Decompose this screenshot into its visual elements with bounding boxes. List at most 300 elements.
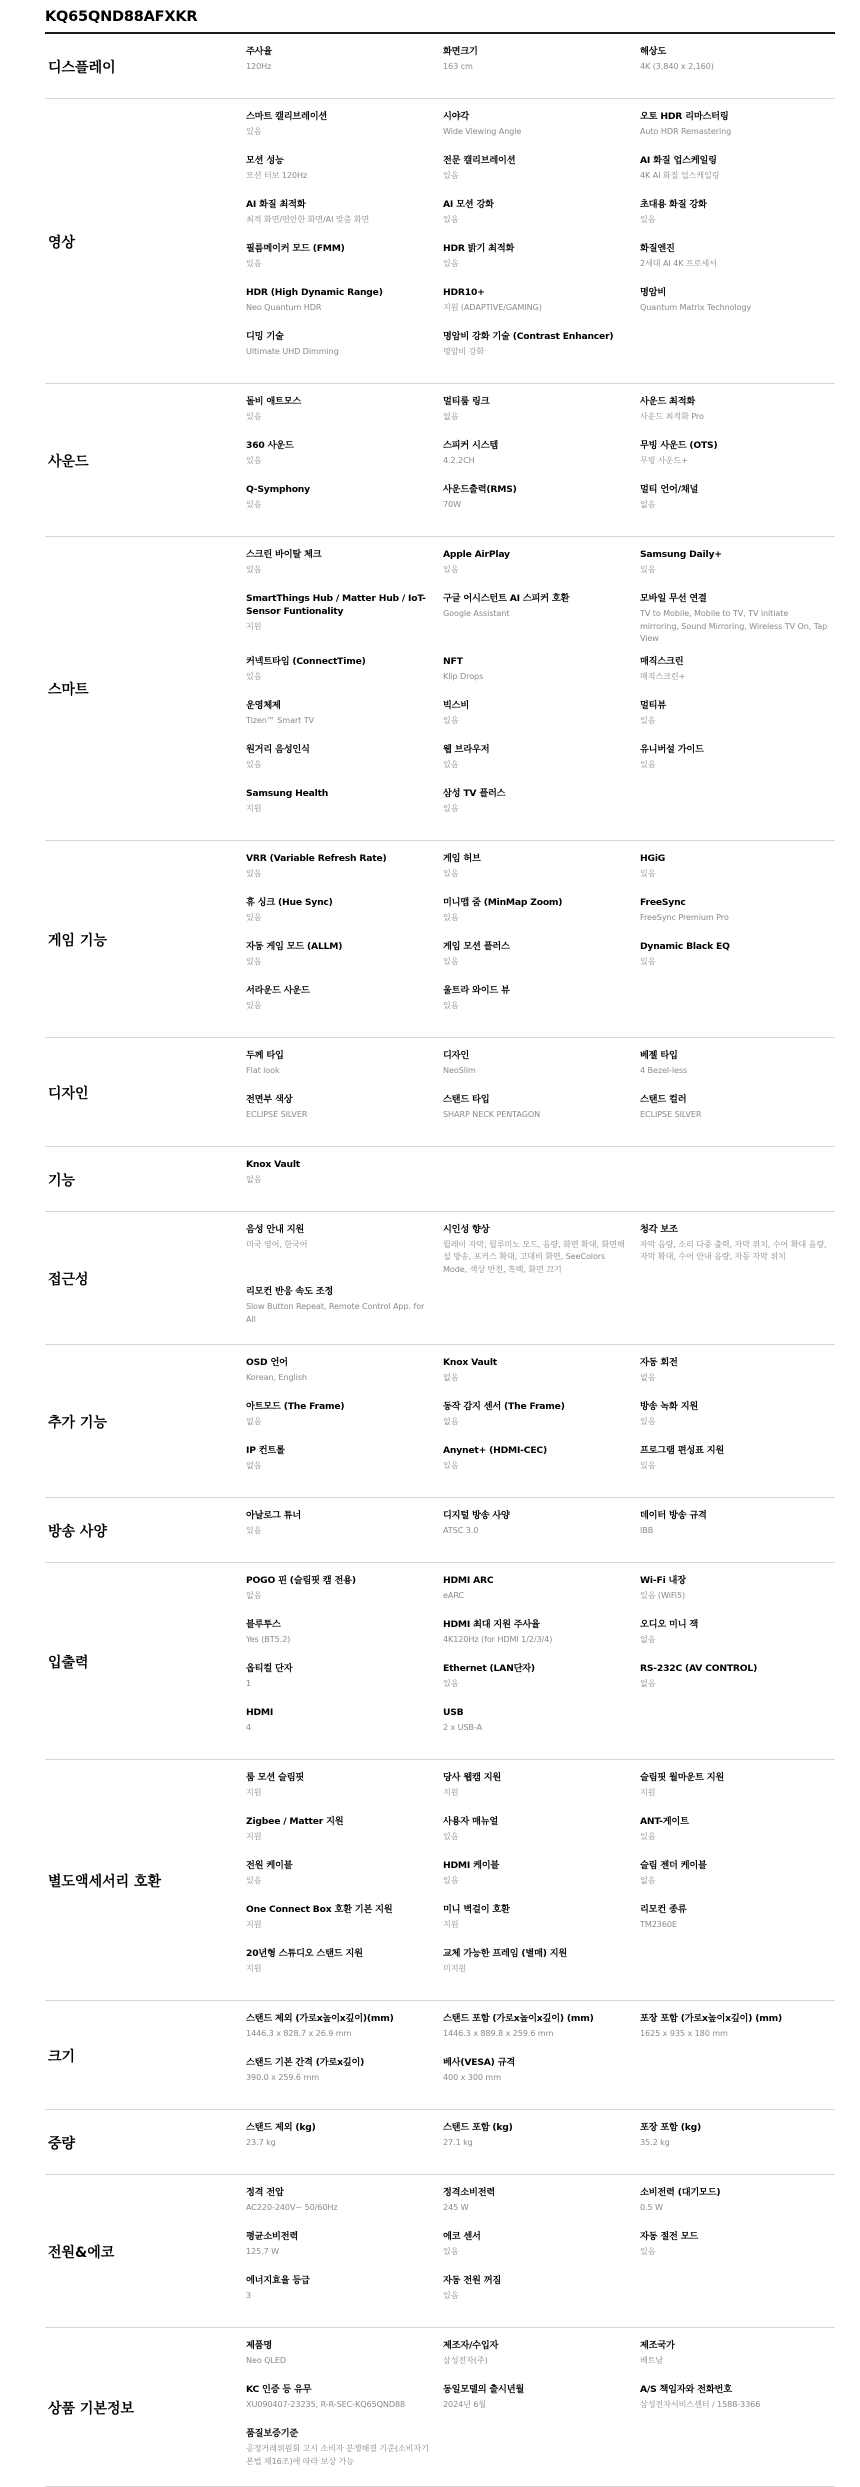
spec-value: SHARP NECK PENTAGON: [443, 1108, 541, 1119]
spec-item: [443, 1509, 640, 1553]
spec-item: [443, 655, 640, 699]
spec-label: 전문 캘리브레이션: [443, 155, 516, 166]
spec-label: 360 사운드: [246, 440, 294, 451]
spec-value: 있음: [640, 564, 656, 574]
spec-label: 게임 허브: [443, 852, 481, 864]
spec-item: [640, 984, 838, 1028]
spec-item: [246, 1509, 443, 1553]
spec-item: [246, 2339, 443, 2383]
spec-label: 제조자/수입자: [443, 2340, 499, 2351]
spec-label: 빅스비: [443, 699, 470, 711]
spec-label: 전원 케이블: [246, 1860, 293, 1871]
spec-item: [443, 1706, 640, 1750]
spec-label: 두께 타입: [246, 1049, 284, 1061]
spec-value: 지원: [246, 1919, 262, 1929]
spec-label: ANT-게이트: [640, 1816, 689, 1827]
spec-label: Dynamic Black EQ: [640, 940, 730, 952]
spec-value: 있음: [443, 1460, 459, 1470]
spec-item: [246, 1815, 443, 1859]
spec-label: Ethernet (LAN단자): [443, 1663, 535, 1674]
spec-value: 없음: [246, 1416, 262, 1426]
spec-value: 있음: [443, 258, 459, 268]
spec-label: SmartThings Hub / Matter Hub / IoT-Sensor Funtionality: [246, 593, 426, 617]
spec-item: [640, 1706, 838, 1750]
spec-value: 있음: [246, 258, 262, 268]
spec-item: [640, 787, 838, 831]
spec-value: 120Hz: [246, 61, 272, 71]
spec-value: 있음: [443, 564, 459, 574]
spec-value: Tizen™ Smart TV: [246, 714, 315, 725]
spec-value: 400 x 300 mm: [443, 2072, 501, 2082]
spec-value: 명암비 강화: [443, 346, 485, 356]
spec-item: [640, 655, 838, 699]
spec-item: [443, 1444, 640, 1488]
spec-item: [443, 1093, 640, 1137]
spec-section: [45, 1212, 835, 1346]
spec-label: Samsung Health: [246, 787, 329, 799]
spec-item: [640, 110, 838, 154]
spec-label: IP 컨트롤: [246, 1445, 285, 1456]
spec-label: 데이터 방송 규격: [640, 1510, 707, 1521]
spec-value: Ultimate UHD Dimming: [246, 346, 339, 356]
spec-item: [443, 699, 640, 743]
spec-label: 에코 센서: [443, 2231, 481, 2242]
spec-value: FreeSync Premium Pro: [640, 911, 729, 922]
spec-label: NFT: [443, 655, 463, 667]
spec-item: [246, 1947, 443, 1991]
spec-value: 지원: [443, 1787, 459, 1797]
spec-label: 제품명: [246, 2340, 273, 2351]
spec-item: [640, 2427, 838, 2477]
spec-value: 125.7 W: [246, 2246, 280, 2256]
spec-value: 있음: [246, 1875, 262, 1885]
spec-value: Yes (BT5.2): [246, 1634, 291, 1644]
spec-item: [443, 548, 640, 592]
spec-value: ECLIPSE SILVER: [246, 1108, 308, 1119]
spec-label: 정격소비전력: [443, 2187, 496, 2198]
spec-item: [443, 940, 640, 984]
spec-value: 있음: [640, 2246, 656, 2256]
spec-label: 게임 모션 플러스: [443, 940, 510, 952]
spec-value: 있음: [246, 1525, 262, 1535]
spec-label: Q-Symphony: [246, 484, 310, 495]
spec-item: [443, 2427, 640, 2477]
spec-label: 스마트 캘리브레이션: [246, 111, 328, 122]
spec-label: 옵티컬 단자: [246, 1663, 293, 1674]
spec-value: 있음: [640, 867, 656, 878]
spec-value: Quantum Matrix Technology: [640, 302, 752, 312]
spec-value: 삼성전자(주): [443, 2355, 488, 2365]
spec-item: [640, 154, 838, 198]
spec-label: Apple AirPlay: [443, 549, 510, 560]
spec-value: 없음: [443, 1372, 459, 1382]
spec-item: [246, 286, 443, 330]
spec-item: [443, 483, 640, 527]
spec-label: 당사 웹캠 지원: [443, 1772, 502, 1783]
spec-label: 자동 전원 꺼짐: [443, 2275, 502, 2286]
spec-section: [45, 2001, 835, 2110]
spec-label: 디밍 기술: [246, 331, 284, 342]
spec-item: [640, 2012, 838, 2056]
spec-grid: [246, 2339, 838, 2477]
spec-item: [246, 1706, 443, 1750]
spec-label: Samsung Daily+: [640, 549, 722, 560]
spec-item: [640, 1618, 838, 1662]
spec-label: 시야각: [443, 111, 470, 122]
spec-item: [246, 743, 443, 787]
spec-label: 교체 가능한 프레임 (별매) 지원: [443, 1948, 568, 1959]
spec-label: 삼성 TV 플러스: [443, 787, 506, 799]
spec-label: 음성 안내 지원: [246, 1223, 305, 1235]
spec-grid: [246, 1771, 838, 1991]
spec-item: [443, 242, 640, 286]
spec-label: 아트모드 (The Frame): [246, 1401, 345, 1412]
spec-label: 서라운드 사운드: [246, 984, 310, 996]
spec-label: 베젤 타입: [640, 1049, 678, 1061]
spec-value: 있음: [443, 911, 459, 922]
spec-item: [246, 1356, 443, 1400]
spec-label: FreeSync: [640, 896, 686, 908]
spec-label: 전면부 색상: [246, 1093, 293, 1105]
spec-value: 163 cm: [443, 61, 473, 71]
spec-value: 공정거래위원회 고시 소비자 분쟁해결 기준(소비자기본법 제16조)에 따라 보상 가능: [246, 2443, 429, 2466]
spec-value: Auto HDR Remastering: [640, 126, 732, 136]
spec-label: 동일모델의 출시년월: [443, 2384, 525, 2395]
spec-item: [246, 154, 443, 198]
spec-value: 있음: [246, 867, 262, 878]
spec-value: 있음 (WiFi5): [640, 1590, 686, 1600]
spec-value: 없음: [640, 1678, 656, 1688]
spec-label: 스탠드 포함 (kg): [443, 2122, 513, 2133]
spec-item: [443, 1285, 640, 1335]
spec-item: [246, 1400, 443, 1444]
spec-item: [640, 286, 838, 330]
spec-value: 390.0 x 259.6 mm: [246, 2072, 320, 2082]
spec-label: 커넥트타임 (ConnectTime): [246, 655, 366, 667]
spec-grid: [246, 852, 838, 1028]
spec-value: 0.5 W: [640, 2202, 663, 2212]
spec-label: 미니맵 줌 (MinMap Zoom): [443, 896, 563, 908]
spec-item: [246, 2383, 443, 2427]
spec-value: 없음: [640, 1634, 656, 1644]
spec-label: 에너지효율 등급: [246, 2275, 310, 2286]
spec-value: 있음: [640, 714, 656, 725]
spec-item: [443, 1662, 640, 1706]
spec-item: [640, 1444, 838, 1488]
spec-value: 없음: [640, 499, 656, 509]
spec-label: One Connect Box 호환 기본 지원: [246, 1904, 393, 1915]
spec-section: [45, 537, 835, 841]
spec-item: [246, 1771, 443, 1815]
spec-item: [640, 2383, 838, 2427]
spec-value: 4K (3,840 x 2,160): [640, 61, 714, 71]
spec-section: [45, 99, 835, 384]
spec-item: [640, 2121, 838, 2165]
spec-label: 스탠드 포함 (가로x높이x깊이) (mm): [443, 2013, 594, 2024]
spec-value: 베트남: [640, 2355, 664, 2365]
spec-value: 미지원: [443, 1963, 467, 1973]
spec-value: 있음: [443, 802, 459, 813]
spec-item: [246, 1574, 443, 1618]
spec-item: [640, 2056, 838, 2100]
spec-value: Klip Drops: [443, 670, 484, 681]
spec-label: 매직스크린: [640, 655, 684, 667]
spec-value: 27.1 kg: [443, 2137, 473, 2147]
spec-item: [640, 1859, 838, 1903]
spec-label: Zigbee / Matter 지원: [246, 1816, 344, 1827]
spec-value: 4K120Hz (for HDMI 1/2/3/4): [443, 1634, 553, 1644]
spec-item: [443, 2012, 640, 2056]
spec-section: [45, 1498, 835, 1563]
spec-label: 슬림 젠더 케이블: [640, 1860, 707, 1871]
spec-item: [640, 1356, 838, 1400]
spec-value: 없음: [246, 1460, 262, 1470]
spec-value: Korean, English: [246, 1372, 307, 1382]
spec-item: [640, 1049, 838, 1093]
spec-value: 있음: [443, 955, 459, 966]
spec-item: [640, 1574, 838, 1618]
spec-label: RS-232C (AV CONTROL): [640, 1663, 758, 1674]
spec-item: [246, 2056, 443, 2100]
section-title: 기능: [48, 1172, 76, 1189]
spec-item: [640, 1903, 838, 1947]
spec-label: 포장 포함 (가로x높이x깊이) (mm): [640, 2013, 782, 2024]
spec-item: [640, 1158, 838, 1202]
spec-value: 지원: [246, 1787, 262, 1797]
spec-value: 있음: [246, 455, 262, 465]
spec-value: 지원: [246, 1831, 262, 1841]
spec-item: [443, 1859, 640, 1903]
spec-label: HDMI 케이블: [443, 1860, 500, 1871]
spec-value: 있음: [443, 1831, 459, 1841]
spec-label: 울트라 와이드 뷰: [443, 984, 510, 996]
spec-value: 매직스크린+: [640, 670, 686, 681]
spec-label: 사운드 최적화: [640, 396, 696, 407]
spec-value: 모션 터보 120Hz: [246, 170, 308, 180]
spec-item: [246, 439, 443, 483]
spec-item: [640, 2186, 838, 2230]
spec-label: 사운드출력(RMS): [443, 484, 517, 495]
spec-label: 원거리 음성인식: [246, 743, 310, 755]
section-title: 중량: [48, 2136, 76, 2152]
spec-grid: [246, 110, 838, 374]
spec-label: 구글 어시스턴트 AI 스피커 호환: [443, 593, 570, 604]
spec-item: [443, 2230, 640, 2274]
spec-item: [640, 1285, 838, 1335]
spec-label: 스탠드 타입: [443, 1093, 490, 1105]
spec-label: AI 화질 최적화: [246, 199, 306, 210]
spec-grid: [246, 1574, 838, 1750]
spec-value: 지원: [246, 621, 262, 631]
spec-item: [246, 2427, 443, 2477]
spec-label: 제조국가: [640, 2340, 675, 2351]
spec-item: [443, 198, 640, 242]
spec-item: [640, 242, 838, 286]
spec-item: [246, 330, 443, 374]
spec-value: ECLIPSE SILVER: [640, 1108, 702, 1119]
spec-item: [640, 2230, 838, 2274]
spec-item: [443, 439, 640, 483]
spec-label: 베사(VESA) 규격: [443, 2057, 516, 2068]
spec-item: [443, 1356, 640, 1400]
spec-section: [45, 2110, 835, 2175]
spec-sections: [45, 34, 835, 2487]
spec-item: [246, 548, 443, 592]
spec-value: 있음: [443, 214, 459, 224]
spec-item: [640, 548, 838, 592]
spec-label: 룸 모션 슬림핏: [246, 1772, 305, 1783]
spec-label: AI 화질 업스케일링: [640, 155, 717, 166]
spec-label: 사용자 매뉴얼: [443, 1816, 499, 1827]
spec-item: [443, 1574, 640, 1618]
spec-label: 모션 성능: [246, 155, 284, 166]
spec-item: [640, 592, 838, 655]
spec-value: 있음: [443, 867, 459, 878]
spec-value: 4K AI 화질 업스케일링: [640, 170, 720, 180]
spec-value: 35.2 kg: [640, 2137, 670, 2147]
spec-grid: [246, 1509, 838, 1553]
spec-label: 무빙 사운드 (OTS): [640, 440, 718, 451]
spec-item: [640, 395, 838, 439]
spec-value: 없음: [640, 1875, 656, 1885]
spec-value: 있음: [640, 955, 656, 966]
spec-label: HDR10+: [443, 287, 485, 298]
spec-label: 리모컨 종류: [640, 1904, 687, 1915]
spec-label: 멀티 언어/채널: [640, 484, 699, 495]
section-title: 스마트: [48, 682, 89, 699]
spec-value: 4.2.2CH: [443, 455, 475, 465]
spec-item: [246, 655, 443, 699]
spec-label: HDMI 최대 지원 주사율: [443, 1619, 540, 1630]
spec-label: Knox Vault: [443, 1357, 497, 1368]
spec-label: KC 인증 등 유무: [246, 2384, 312, 2395]
section-title: 디자인: [48, 1085, 89, 1102]
spec-item: [443, 154, 640, 198]
spec-label: 정격 전압: [246, 2187, 284, 2198]
spec-label: USB: [443, 1707, 464, 1718]
spec-value: 있음: [443, 1678, 459, 1688]
spec-value: 있음: [640, 1831, 656, 1841]
spec-grid: [246, 548, 838, 831]
spec-item: [443, 1400, 640, 1444]
spec-item: [246, 592, 443, 655]
spec-page: [45, 0, 835, 2487]
spec-label: 리모컨 반응 속도 조정: [246, 1286, 334, 1297]
spec-label: HDR 밝기 최적화: [443, 243, 515, 254]
spec-label: 멀티룸 링크: [443, 396, 490, 407]
spec-item: [443, 395, 640, 439]
spec-value: NeoSlim: [443, 1064, 476, 1075]
spec-item: [640, 1947, 838, 1991]
spec-value: 있음: [443, 2246, 459, 2256]
spec-label: Anynet+ (HDMI-CEC): [443, 1445, 547, 1456]
spec-label: 청각 보조: [640, 1223, 678, 1235]
spec-item: [443, 330, 640, 374]
spec-item: [246, 699, 443, 743]
spec-value: 있음: [640, 758, 656, 769]
spec-item: [443, 45, 640, 89]
spec-value: 있음: [246, 955, 262, 966]
spec-item: [246, 1444, 443, 1488]
spec-value: 있음: [246, 670, 262, 681]
spec-label: 아날로그 튜너: [246, 1510, 302, 1521]
section-title: 디스플레이: [48, 60, 116, 76]
spec-value: 있음: [640, 214, 656, 224]
spec-label: 품질보증기준: [246, 2428, 299, 2439]
spec-value: 있음: [443, 2290, 459, 2300]
spec-label: 스탠드 제외 (kg): [246, 2122, 316, 2133]
spec-item: [443, 984, 640, 1028]
spec-item: [246, 1285, 443, 1335]
spec-value: 없음: [246, 1173, 262, 1184]
spec-item: [246, 787, 443, 831]
spec-label: 모바일 무선 연결: [640, 593, 707, 604]
section-title: 상품 기본정보: [48, 2401, 135, 2417]
spec-item: [640, 896, 838, 940]
spec-item: [640, 1771, 838, 1815]
spec-label: AI 모션 강화: [443, 199, 494, 210]
spec-label: 소비전력 (대기모드): [640, 2187, 721, 2198]
spec-item: [640, 45, 838, 89]
spec-value: 무빙 사운드+: [640, 455, 688, 465]
spec-value: 없음: [640, 1372, 656, 1382]
spec-item: [443, 2383, 640, 2427]
section-title: 전원&에코: [48, 2245, 115, 2261]
spec-value: 없음: [443, 1416, 459, 1426]
section-title: 입출력: [48, 1655, 89, 1671]
spec-value: 1446.3 x 889.8 x 259.6 mm: [443, 2028, 554, 2038]
spec-item: [640, 1223, 838, 1286]
spec-item: [443, 2339, 640, 2383]
spec-label: 평균소비전력: [246, 2231, 299, 2242]
spec-value: XU090407-23235, R-R-SEC-KQ65QND88: [246, 2399, 406, 2409]
spec-item: [246, 1158, 443, 1202]
spec-value: 있음: [443, 714, 459, 725]
spec-value: 있음: [246, 999, 262, 1010]
spec-label: 동작 감지 센서 (The Frame): [443, 1401, 565, 1412]
spec-value: 지원: [443, 1919, 459, 1929]
spec-label: HDMI ARC: [443, 1575, 494, 1586]
spec-item: [443, 2121, 640, 2165]
spec-label: VRR (Variable Refresh Rate): [246, 852, 387, 864]
spec-value: 1: [246, 1678, 252, 1688]
spec-grid: [246, 1223, 838, 1336]
spec-label: 스탠드 컬러: [640, 1093, 687, 1105]
spec-grid: [246, 45, 838, 89]
spec-label: 멀티뷰: [640, 699, 667, 711]
spec-item: [640, 852, 838, 896]
spec-label: 스크린 바이탈 체크: [246, 549, 322, 560]
spec-label: HDR (High Dynamic Range): [246, 287, 383, 298]
spec-item: [246, 896, 443, 940]
spec-label: 프로그램 편성표 지원: [640, 1445, 725, 1456]
spec-section: [45, 1760, 835, 2001]
spec-label: 슬림핏 월마운트 지원: [640, 1772, 725, 1783]
spec-label: HGiG: [640, 852, 666, 864]
spec-value: 2 x USB-A: [443, 1722, 483, 1732]
spec-item: [443, 2056, 640, 2100]
spec-label: 디자인: [443, 1049, 470, 1061]
spec-value: 있음: [443, 170, 459, 180]
spec-label: 필름메이커 모드 (FMM): [246, 243, 345, 254]
spec-section: [45, 1038, 835, 1147]
spec-grid: [246, 1158, 838, 1202]
spec-value: 없음: [443, 411, 459, 421]
spec-value: 있음: [443, 1875, 459, 1885]
spec-value: 지원: [246, 1963, 262, 1973]
spec-item: [246, 2121, 443, 2165]
spec-label: 블루투스: [246, 1619, 281, 1630]
